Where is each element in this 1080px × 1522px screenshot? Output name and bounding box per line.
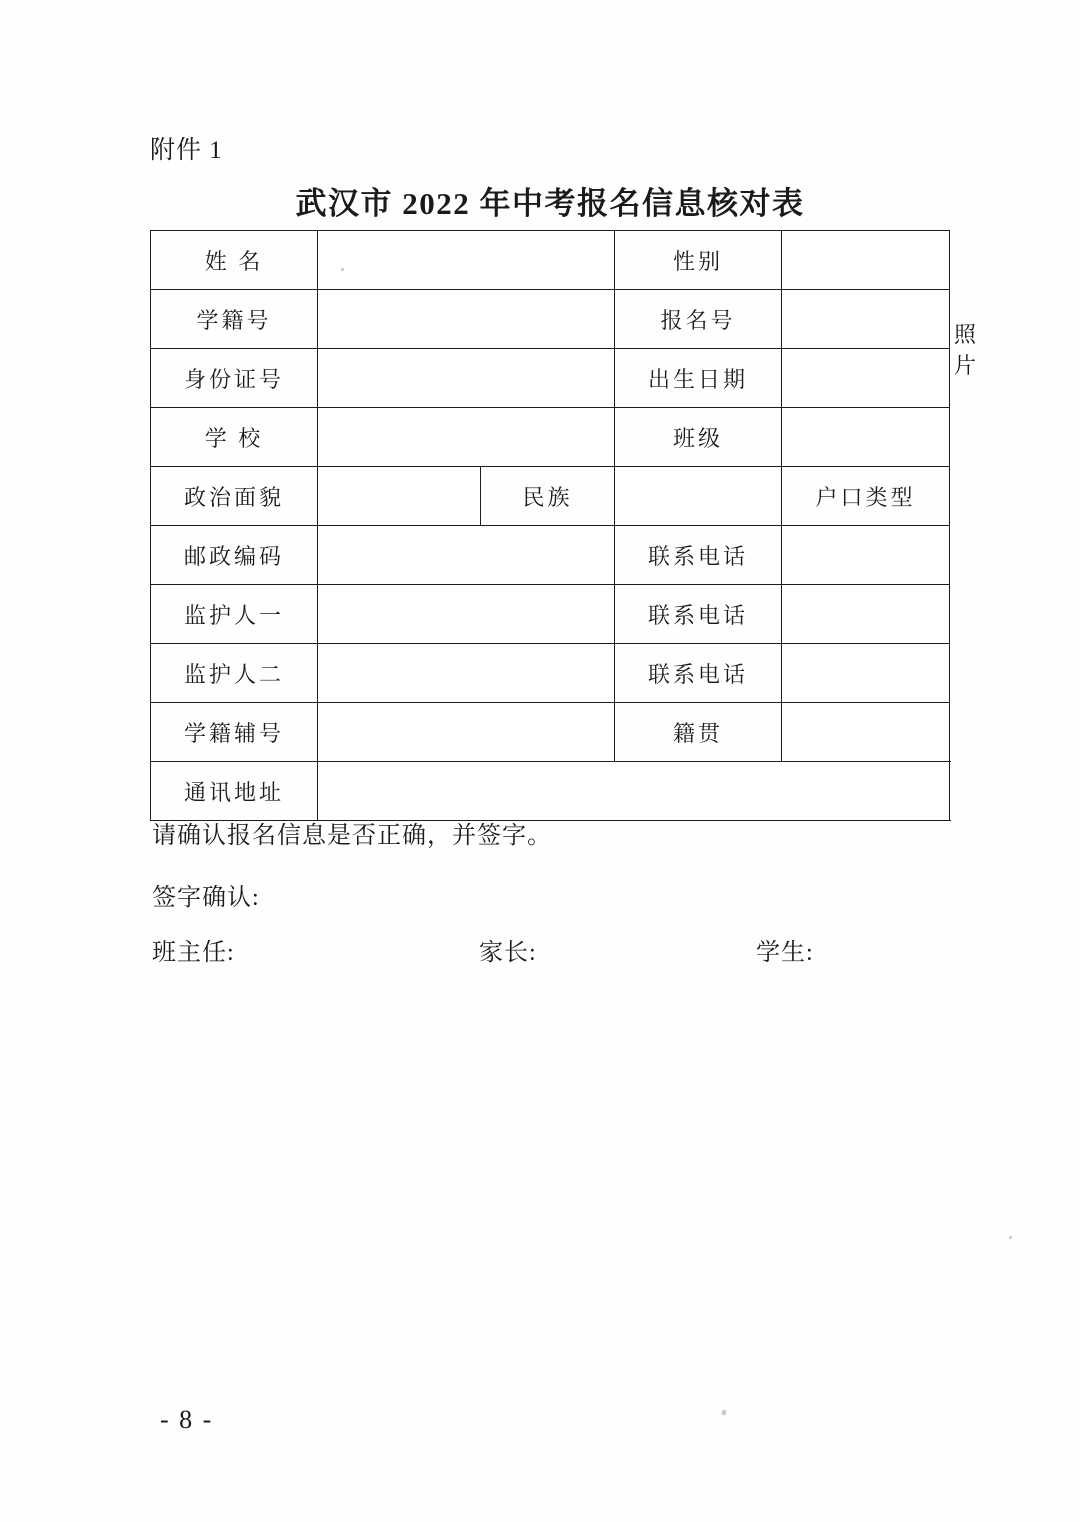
field-value-guardian-two-phone[interactable] — [782, 644, 950, 703]
field-value-native-place[interactable] — [782, 703, 950, 762]
field-value-guardian-one-phone[interactable] — [782, 585, 950, 644]
field-label-native-place: 籍贯 — [615, 703, 782, 762]
scan-speck — [1009, 1236, 1012, 1239]
field-label-guardian-one-phone: 联系电话 — [615, 585, 782, 644]
field-label-postcode: 邮政编码 — [151, 526, 318, 585]
signature-label-teacher: 班主任: — [152, 940, 235, 966]
field-value-guardian-one[interactable] — [318, 585, 615, 644]
field-label-phone: 联系电话 — [615, 526, 782, 585]
table-row — [151, 644, 950, 703]
field-label-gender: 性别 — [615, 231, 782, 290]
field-label-ethnicity: 民族 — [481, 467, 615, 526]
field-label-guardian-two-phone: 联系电话 — [615, 644, 782, 703]
page-title: 武汉市 2022 年中考报名信息核对表 — [295, 186, 805, 221]
field-value-name[interactable] — [318, 231, 615, 290]
field-label-guardian-two: 监护人二 — [151, 644, 318, 703]
field-value-id-card[interactable] — [318, 349, 615, 408]
table-row — [151, 526, 950, 585]
field-label-mailing-address: 通讯地址 — [151, 762, 318, 821]
field-label-exam-number: 报名号 — [615, 290, 782, 349]
field-label-political-status: 政治面貌 — [151, 467, 318, 526]
page-number: - 8 - — [160, 1405, 214, 1434]
table-row — [151, 408, 950, 467]
signature-section-label: 签字确认: — [152, 885, 260, 911]
field-label-birthdate: 出生日期 — [615, 349, 782, 408]
attachment-label: 附件 1 — [150, 137, 223, 164]
table-row — [151, 585, 950, 644]
field-label-name: 姓 名 — [151, 231, 318, 290]
table-row — [151, 290, 950, 349]
signature-label-student: 学生: — [756, 940, 814, 966]
table-row — [151, 703, 950, 762]
field-value-student-id[interactable] — [318, 290, 615, 349]
table-row: 姓 名 性别 照片 — [151, 231, 950, 290]
table-row — [151, 762, 950, 821]
field-label-guardian-one: 监护人一 — [151, 585, 318, 644]
field-value-mailing-address[interactable] — [318, 762, 950, 821]
field-label-class: 班级 — [615, 408, 782, 467]
field-value-phone[interactable] — [782, 526, 950, 585]
field-value-aux-student-id[interactable] — [318, 703, 615, 762]
field-label-id-card: 身份证号 — [151, 349, 318, 408]
table-row — [151, 349, 950, 408]
signature-label-parent: 家长: — [479, 940, 537, 966]
confirmation-note: 请确认报名信息是否正确，并签字。 — [152, 823, 552, 849]
scan-speck — [341, 268, 344, 271]
field-value-exam-number[interactable] — [782, 290, 950, 349]
scan-speck — [721, 1409, 726, 1415]
signature-row — [152, 932, 912, 967]
field-value-class[interactable] — [782, 408, 950, 467]
field-label-aux-student-id: 学籍辅号 — [151, 703, 318, 762]
registration-info-table — [150, 230, 981, 821]
field-value-school[interactable] — [318, 408, 615, 467]
field-label-student-id: 学籍号 — [151, 290, 318, 349]
field-value-postcode[interactable] — [318, 526, 615, 585]
field-value-guardian-two[interactable] — [318, 644, 615, 703]
field-value-birthdate[interactable] — [782, 349, 950, 408]
field-value-gender[interactable] — [782, 231, 950, 290]
field-label-school: 学 校 — [151, 408, 318, 467]
field-value-political-status[interactable] — [318, 467, 481, 526]
field-value-ethnicity[interactable] — [615, 467, 782, 526]
table-row — [151, 467, 950, 526]
field-label-household-type: 户口类型 — [782, 467, 950, 526]
